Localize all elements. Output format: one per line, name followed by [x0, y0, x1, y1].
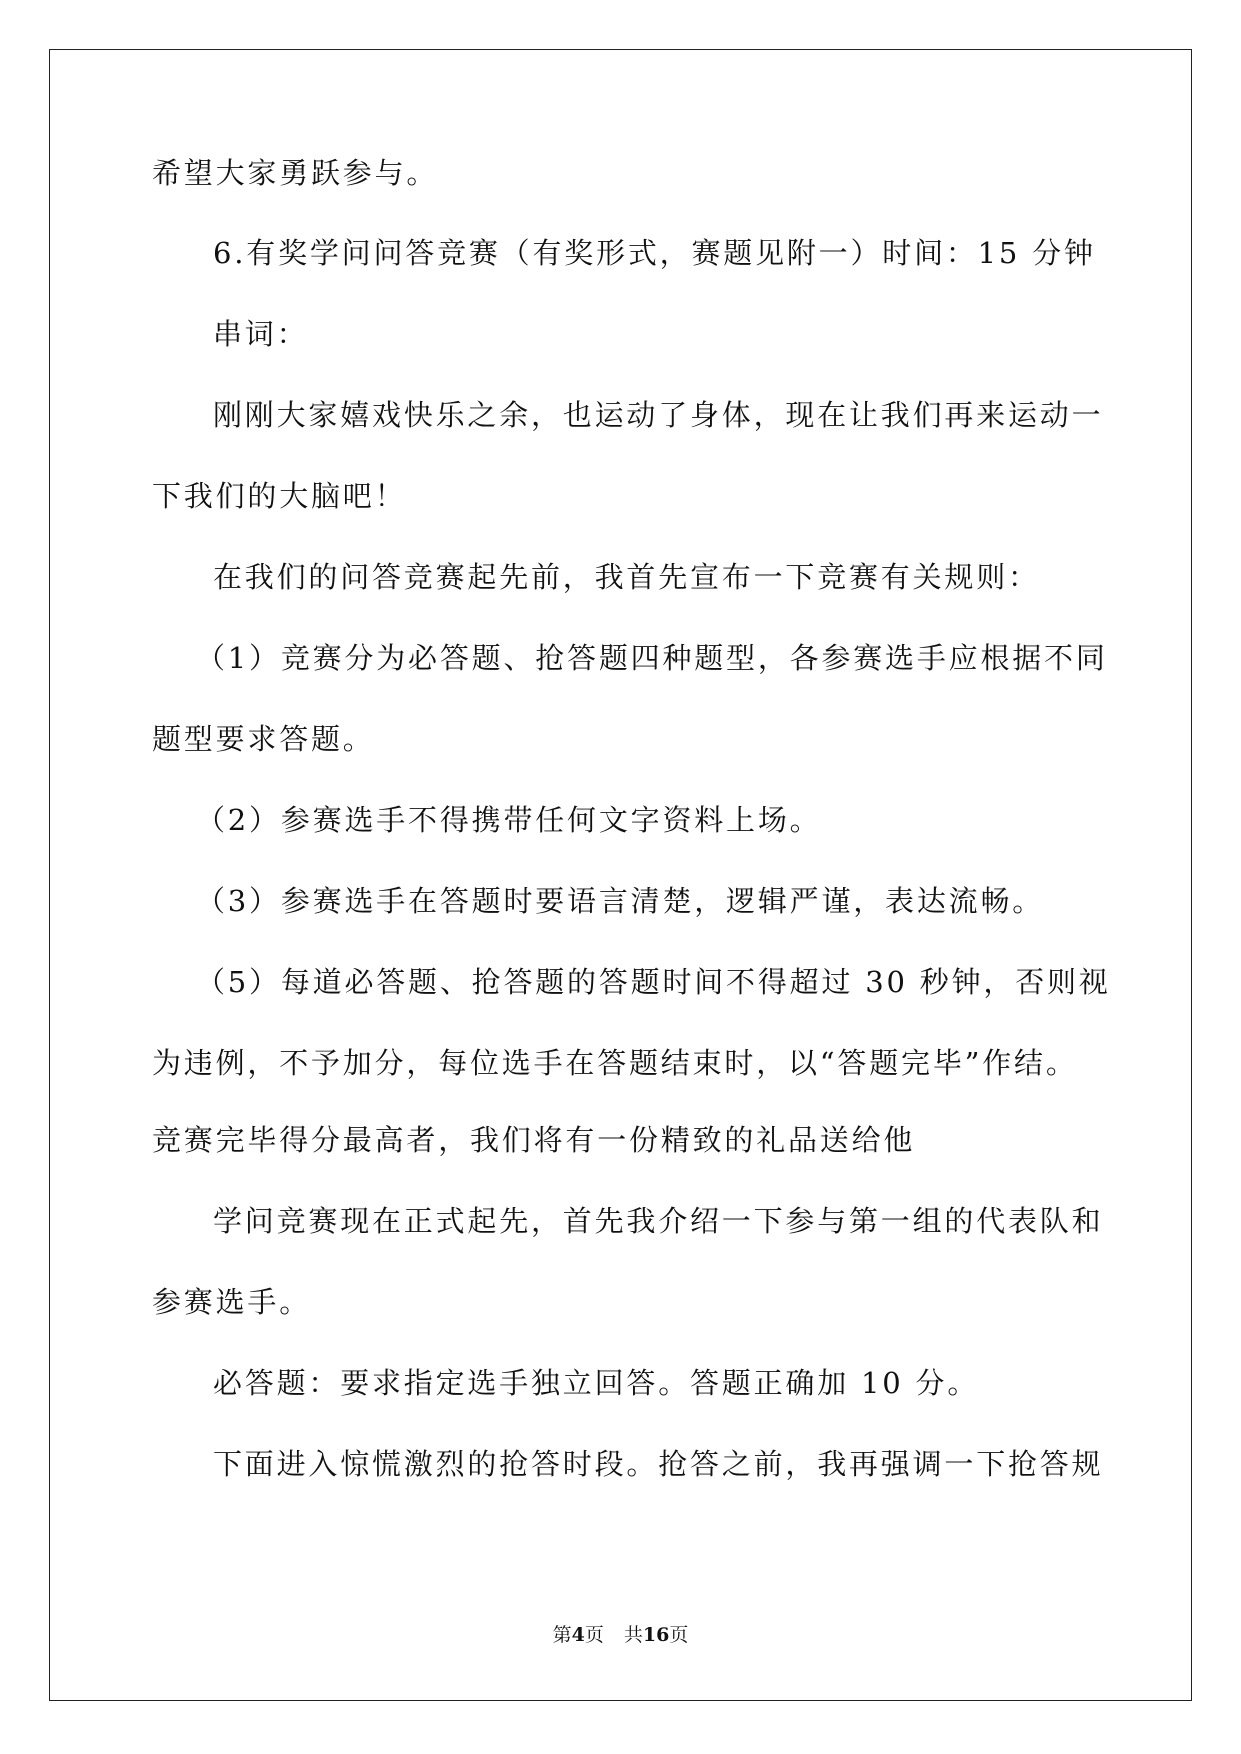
page-current: 4	[571, 1624, 585, 1646]
text-line: （5）每道必答题、抢答题的答题时间不得超过 30 秒钟，否则视	[196, 965, 1111, 999]
text-line: （3）参赛选手在答题时要语言清楚，逻辑严谨，表达流畅。	[196, 884, 1045, 918]
text-line: 为违例，不予加分，每位选手在答题结束时，以“答题完毕”作结。	[152, 1046, 1078, 1080]
text-line: 在我们的问答竞赛起先前，我首先宣布一下竞赛有关规则：	[213, 560, 1040, 594]
text-line: 题型要求答题。	[152, 722, 375, 756]
page-prefix: 第	[552, 1624, 572, 1646]
page-suffix: 页	[584, 1624, 604, 1646]
text-line: 参赛选手。	[152, 1285, 312, 1319]
text-line: 希望大家勇跃参与。	[152, 156, 439, 190]
text-line: 下我们的大脑吧！	[152, 479, 407, 513]
text-line: 竞赛完毕得分最高者，我们将有一份精致的礼品送给他	[152, 1123, 916, 1157]
text-line: 刚刚大家嬉戏快乐之余，也运动了身体，现在让我们再来运动一	[213, 398, 1104, 432]
text-line: 下面进入惊慌激烈的抢答时段。抢答之前，我再强调一下抢答规	[213, 1447, 1104, 1481]
text-line: 串词：	[213, 317, 309, 351]
text-line: 学问竞赛现在正式起先，首先我介绍一下参与第一组的代表队和	[213, 1204, 1104, 1238]
text-line: （2）参赛选手不得携带任何文字资料上场。	[196, 803, 822, 837]
page-footer	[0, 1623, 1241, 1647]
page-total: 16	[642, 1624, 670, 1646]
text-line: 6.有奖学问问答竞赛（有奖形式，赛题见附一）时间：15 分钟	[213, 236, 1096, 270]
total-suffix: 页	[669, 1624, 689, 1646]
text-line: （1）竞赛分为必答题、抢答题四种题型，各参赛选手应根据不同	[196, 641, 1108, 675]
text-line: 必答题：要求指定选手独立回答。答题正确加 10 分。	[213, 1366, 980, 1400]
total-prefix: 共	[623, 1624, 643, 1646]
